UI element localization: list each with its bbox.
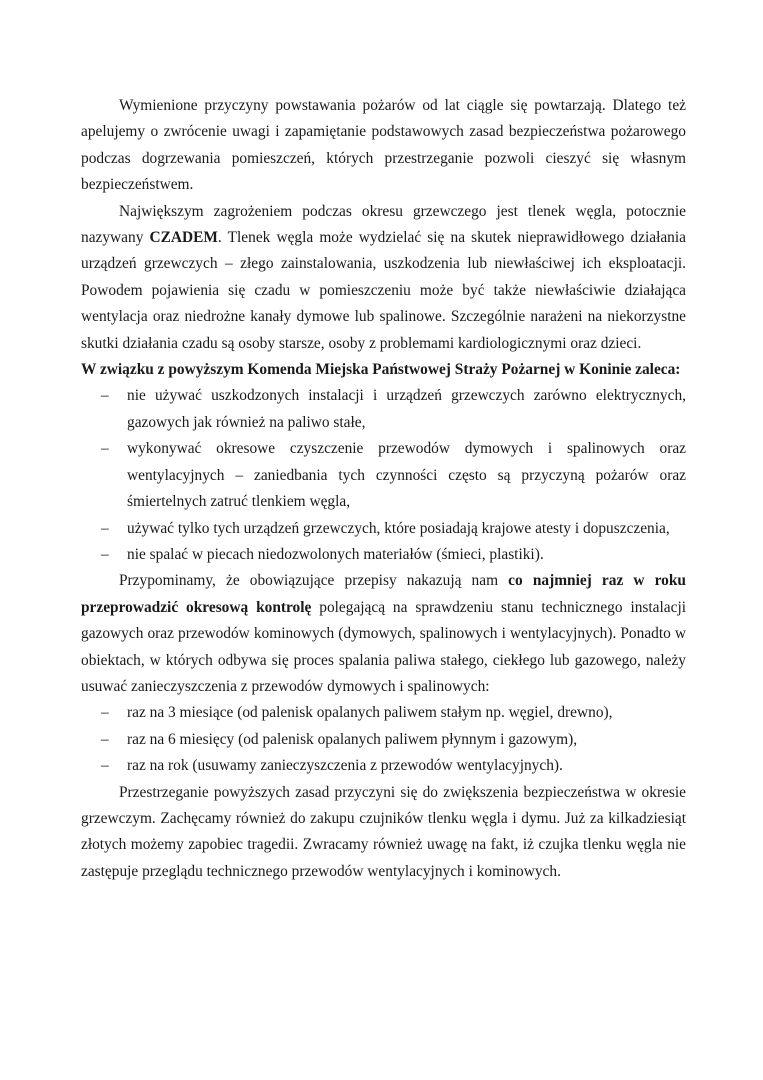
list-item-text: raz na 3 miesiące (od palenisk opalanych paliwem stałym np. węgiel, drewno), [127,704,613,722]
dash-bullet-icon: – [101,545,109,563]
dash-bullet-icon: – [101,704,109,722]
dash-bullet-icon: – [101,440,109,458]
text-run: polegającą na sprawdzeniu stanu technicznego instalacji gazowych oraz przewodów kominowych (dymowych, spalinowych i wentylacyjnych). Ponadto w obiektach, w których odbywa się proces spalania paliwa stałego, ciekłego lub gazowego, należy usuwać zanieczyszczenia z przewodów dymowych i spalinowych: [81,598,687,695]
paragraph-inspection [81,568,686,700]
list-item-text: raz na 6 miesięcy (od palenisk opalanych paliwem płynnym i gazowym), [127,730,578,748]
list-item [81,542,686,568]
list-item [81,436,686,515]
recommendations-list [81,383,686,568]
text-run: Największym zagrożeniem podczas okresu grzewczego jest tlenek węgla, potocznie nazywany [81,202,686,247]
document-page [81,93,686,885]
recommendations-heading [81,357,686,383]
text-run: . Tlenek węgla może wydzielać się na skutek nieprawidłowego działania urządzeń grzewczych – złego zainstalowania, uszkodzenia lub niewłaściwej ich eksploatacji. Powodem pojawienia się czadu w pomieszczeniu może być także niewłaściwie działająca wentylacja oraz niedrożne kanały dymowe lub spalinowe. Szczególnie narażeni na niekorzystne skutki działania czadu są osoby starsze, osoby z problemami kardiologicznymi oraz dzieci. [81,229,686,352]
bold-term-czad: CZADEM [149,229,218,247]
list-item-text: nie używać uszkodzonych instalacji i urządzeń grzewczych zarówno elektrycznych, gazowych jak również na paliwo stałe, [127,387,686,431]
list-item [81,516,686,542]
list-item [81,753,686,779]
list-item [81,727,686,753]
dash-bullet-icon: – [101,387,109,405]
list-item-text: używać tylko tych urządzeń grzewczych, które posiadają krajowe atesty i dopuszczenia, [127,519,670,537]
list-item-text: wykonywać okresowe czyszczenie przewodów dymowych i spalinowych oraz wentylacyjnych – zaniedbania tych czynności często są przyczyną pożarów oraz śmiertelnych zatruć tlenkiem węgla, [127,440,686,511]
list-item-text: nie spalać w piecach niedozwolonych materiałów (śmieci, plastiki). [127,545,544,563]
cleaning-schedule-list [81,700,686,779]
list-item [81,700,686,726]
list-item-text: raz na rok (usuwamy zanieczyszczenia z przewodów wentylacyjnych). [127,757,563,775]
dash-bullet-icon: – [101,757,109,775]
paragraph-closing: Przestrzeganie powyższych zasad przyczyni się do zwiększenia bezpieczeństwa w okresie grzewczym. Zachęcamy również do zakupu czujników tlenku węgla i dymu. Już za kilkadziesiąt złotych możemy zapobiec tragedii. Zwracamy również uwagę na fakt, iż czujka tlenku węgla nie zastępuje przeglądu technicznego przewodów wentylacyjnych i kominowych. [81,783,686,880]
list-item [81,383,686,436]
dash-bullet-icon: – [101,519,109,537]
bold-inspection-requirement: co najmniej raz w roku przeprowadzić okresową kontrolę [81,572,686,616]
dash-bullet-icon: – [101,730,109,748]
paragraph-intro: Wymienione przyczyny powstawania pożarów od lat ciągle się powtarzają. Dlatego też apelujemy o zwrócenie uwagi i zapamiętanie podstawowych zasad bezpieczeństwa pożarowego podczas dogrzewania pomieszczeń, których przestrzeganie pozwoli cieszyć się własnym bezpieczeństwem. [81,97,686,194]
text-run: Przypominamy, że obowiązujące przepisy nakazują nam [119,572,509,590]
paragraph-carbon-monoxide [81,199,686,357]
heading-text: W związku z powyższym Komenda Miejska Państwowej Straży Pożarnej w Koninie zaleca: [81,361,681,379]
